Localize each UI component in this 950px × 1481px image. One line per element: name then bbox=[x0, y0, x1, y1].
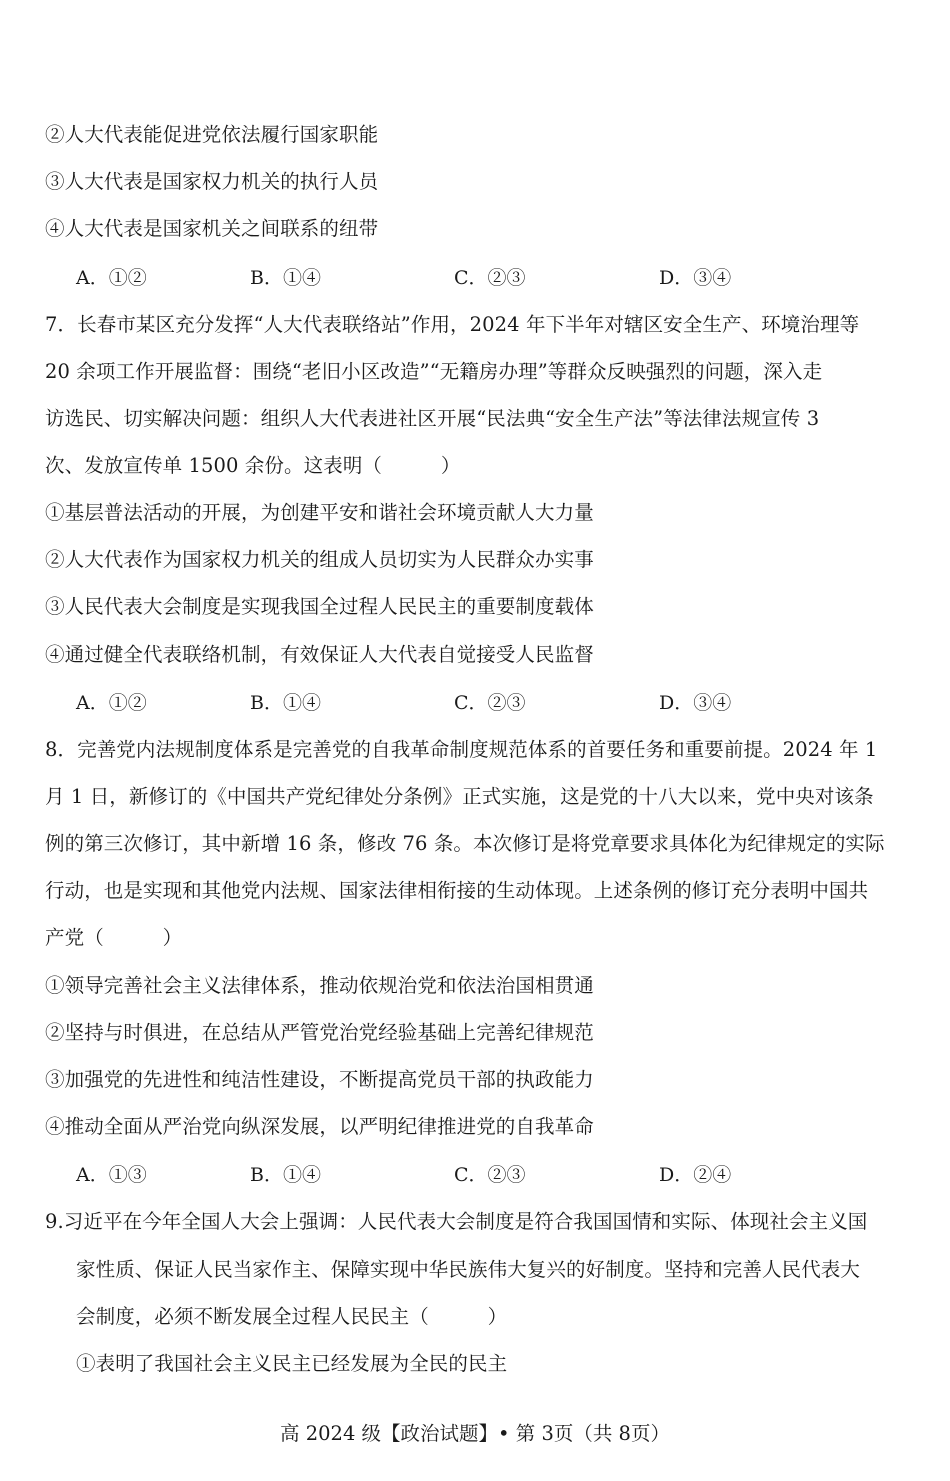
q8-stem-line: 产党（ ） bbox=[45, 926, 183, 949]
q7-item-2: ②人大代表作为国家权力机关的组成人员切实为人民群众办实事 bbox=[45, 548, 594, 571]
q8-stem-line: 行动，也是实现和其他党内法规、国家法律相衔接的生动体现。上述条例的修订充分表明中国共 bbox=[45, 879, 869, 902]
q8-item-1: ①领导完善社会主义法律体系，推动依规治党和依法治国相贯通 bbox=[45, 974, 594, 997]
q8-option-b: B．①④ bbox=[250, 1164, 321, 1186]
q8-item-2: ②坚持与时俱进，在总结从严管党治党经验基础上完善纪律规范 bbox=[45, 1021, 594, 1044]
q7-item-3: ③人民代表大会制度是实现我国全过程人民民主的重要制度载体 bbox=[45, 595, 594, 618]
q9-item-1: ①表明了我国社会主义民主已经发展为全民的民主 bbox=[76, 1352, 508, 1375]
q6-option-a: A．①② bbox=[76, 267, 147, 289]
q7-option-b: B．①④ bbox=[250, 692, 321, 714]
q7-options bbox=[0, 689, 950, 717]
q6-option-b: B．①④ bbox=[250, 267, 321, 289]
q9-stem-line: 9.习近平在今年全国人大会上强调：人民代表大会制度是符合我国国情和实际、体现社会主义国 bbox=[45, 1210, 868, 1233]
q8-options bbox=[0, 1161, 950, 1189]
q8-option-c: C．②③ bbox=[454, 1164, 526, 1186]
q7-option-d: D．③④ bbox=[659, 692, 732, 714]
q9-stem-line: 家性质、保证人民当家作主、保障实现中华民族伟大复兴的好制度。坚持和完善人民代表大 bbox=[76, 1258, 861, 1281]
q6-item-3: ③人大代表是国家权力机关的执行人员 bbox=[45, 170, 379, 193]
q7-option-c: C．②③ bbox=[454, 692, 526, 714]
q8-item-4: ④推动全面从严治党向纵深发展，以严明纪律推进党的自我革命 bbox=[45, 1115, 594, 1138]
q8-option-a: A．①③ bbox=[76, 1164, 147, 1186]
q7-stem-line: 7．长春市某区充分发挥“人大代表联络站”作用，2024 年下半年对辖区安全生产、环境治理等 bbox=[45, 313, 860, 336]
q7-option-a: A．①② bbox=[76, 692, 147, 714]
q8-item-3: ③加强党的先进性和纯洁性建设，不断提高党员干部的执政能力 bbox=[45, 1068, 594, 1091]
q7-stem-line: 访选民、切实解决问题：组织人大代表进社区开展“民法典“安全生产法”等法律法规宣传 3 bbox=[45, 407, 820, 430]
q7-stem-line: 20 余项工作开展监督：围绕“老旧小区改造”“无籍房办理”等群众反映强烈的问题，深入走 bbox=[45, 360, 823, 383]
q6-option-c: C．②③ bbox=[454, 267, 526, 289]
q8-stem-line: 例的第三次修订，其中新增 16 条，修改 76 条。本次修订是将党章要求具体化为纪律规定的实际 bbox=[45, 832, 885, 855]
q7-item-4: ④通过健全代表联络机制，有效保证人大代表自觉接受人民监督 bbox=[45, 643, 594, 666]
page-footer: 高 2024 级【政治试题】• 第 3页（共 8页） bbox=[280, 1422, 670, 1445]
q8-option-d: D．②④ bbox=[659, 1164, 732, 1186]
q6-options bbox=[0, 264, 950, 292]
q9-stem-line: 会制度，必须不断发展全过程人民民主（ ） bbox=[76, 1305, 508, 1328]
q7-item-1: ①基层普法活动的开展，为创建平安和谐社会环境贡献人大力量 bbox=[45, 501, 594, 524]
q7-stem-line: 次、发放宣传单 1500 余份。这表明（ ） bbox=[45, 454, 461, 477]
q6-item-2: ②人大代表能促进党依法履行国家职能 bbox=[45, 123, 379, 146]
q6-item-4: ④人大代表是国家机关之间联系的纽带 bbox=[45, 217, 379, 240]
q6-option-d: D．③④ bbox=[659, 267, 732, 289]
q8-stem-line: 8．完善党内法规制度体系是完善党的自我革命制度规范体系的首要任务和重要前提。2024 年 1 bbox=[45, 738, 878, 761]
q8-stem-line: 月 1 日，新修订的《中国共产党纪律处分条例》正式实施，这是党的十八大以来，党中央对该条 bbox=[45, 785, 874, 808]
